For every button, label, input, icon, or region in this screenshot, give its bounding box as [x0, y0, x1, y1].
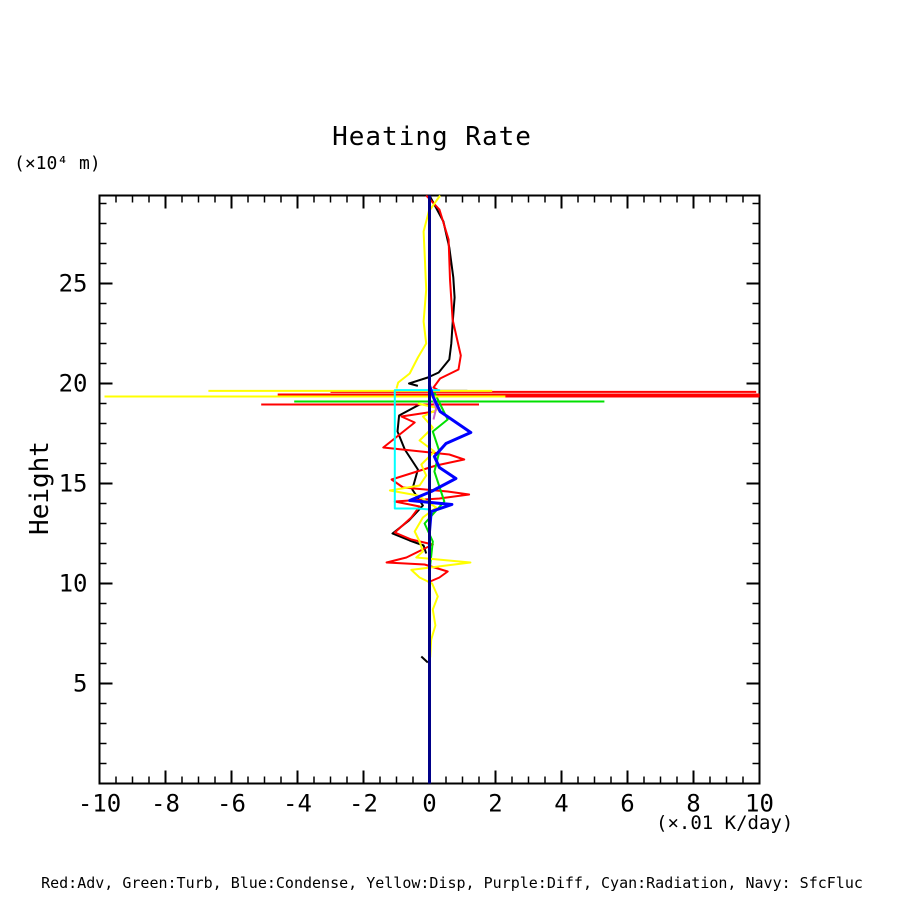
- y-tick-label: 15: [58, 469, 88, 498]
- legend-text: Red:Adv, Green:Turb, Blue:Condense, Yellow:Disp, Purple:Diff, Cyan:Radiation, Navy: SfcFluc: [41, 874, 863, 892]
- series-yellow-upper: [397, 196, 441, 389]
- series-black-upper: [409, 196, 455, 386]
- x-tick-label: 4: [554, 789, 569, 818]
- x-tick-label: 8: [686, 789, 701, 818]
- x-tick-label: -4: [283, 789, 312, 818]
- y-tick-label: 20: [58, 369, 88, 398]
- x-tick-label: -6: [217, 789, 246, 818]
- y-axis-unit-label: (×10⁴ m): [14, 153, 101, 174]
- x-axis-unit-label: (×.01 K/day): [656, 812, 794, 834]
- x-tick-label: 0: [422, 789, 437, 818]
- y-tick-label: 25: [58, 269, 88, 298]
- series-red-mid: [383, 412, 469, 583]
- x-tick-label: 10: [745, 789, 774, 818]
- y-axis-label: Height: [25, 441, 55, 535]
- x-tick-label: -8: [151, 789, 180, 818]
- data-series: [105, 196, 760, 784]
- y-tick-label: 10: [58, 569, 88, 598]
- x-tick-label: -2: [349, 789, 378, 818]
- x-tick-label: -10: [77, 789, 122, 818]
- series-red-upper: [426, 196, 461, 391]
- x-tick-label: 6: [620, 789, 635, 818]
- chart-title: Heating Rate: [332, 122, 532, 152]
- series-black-tick-bottom: [421, 657, 428, 663]
- y-tick-label: 5: [73, 669, 88, 698]
- x-tick-label: 2: [488, 789, 503, 818]
